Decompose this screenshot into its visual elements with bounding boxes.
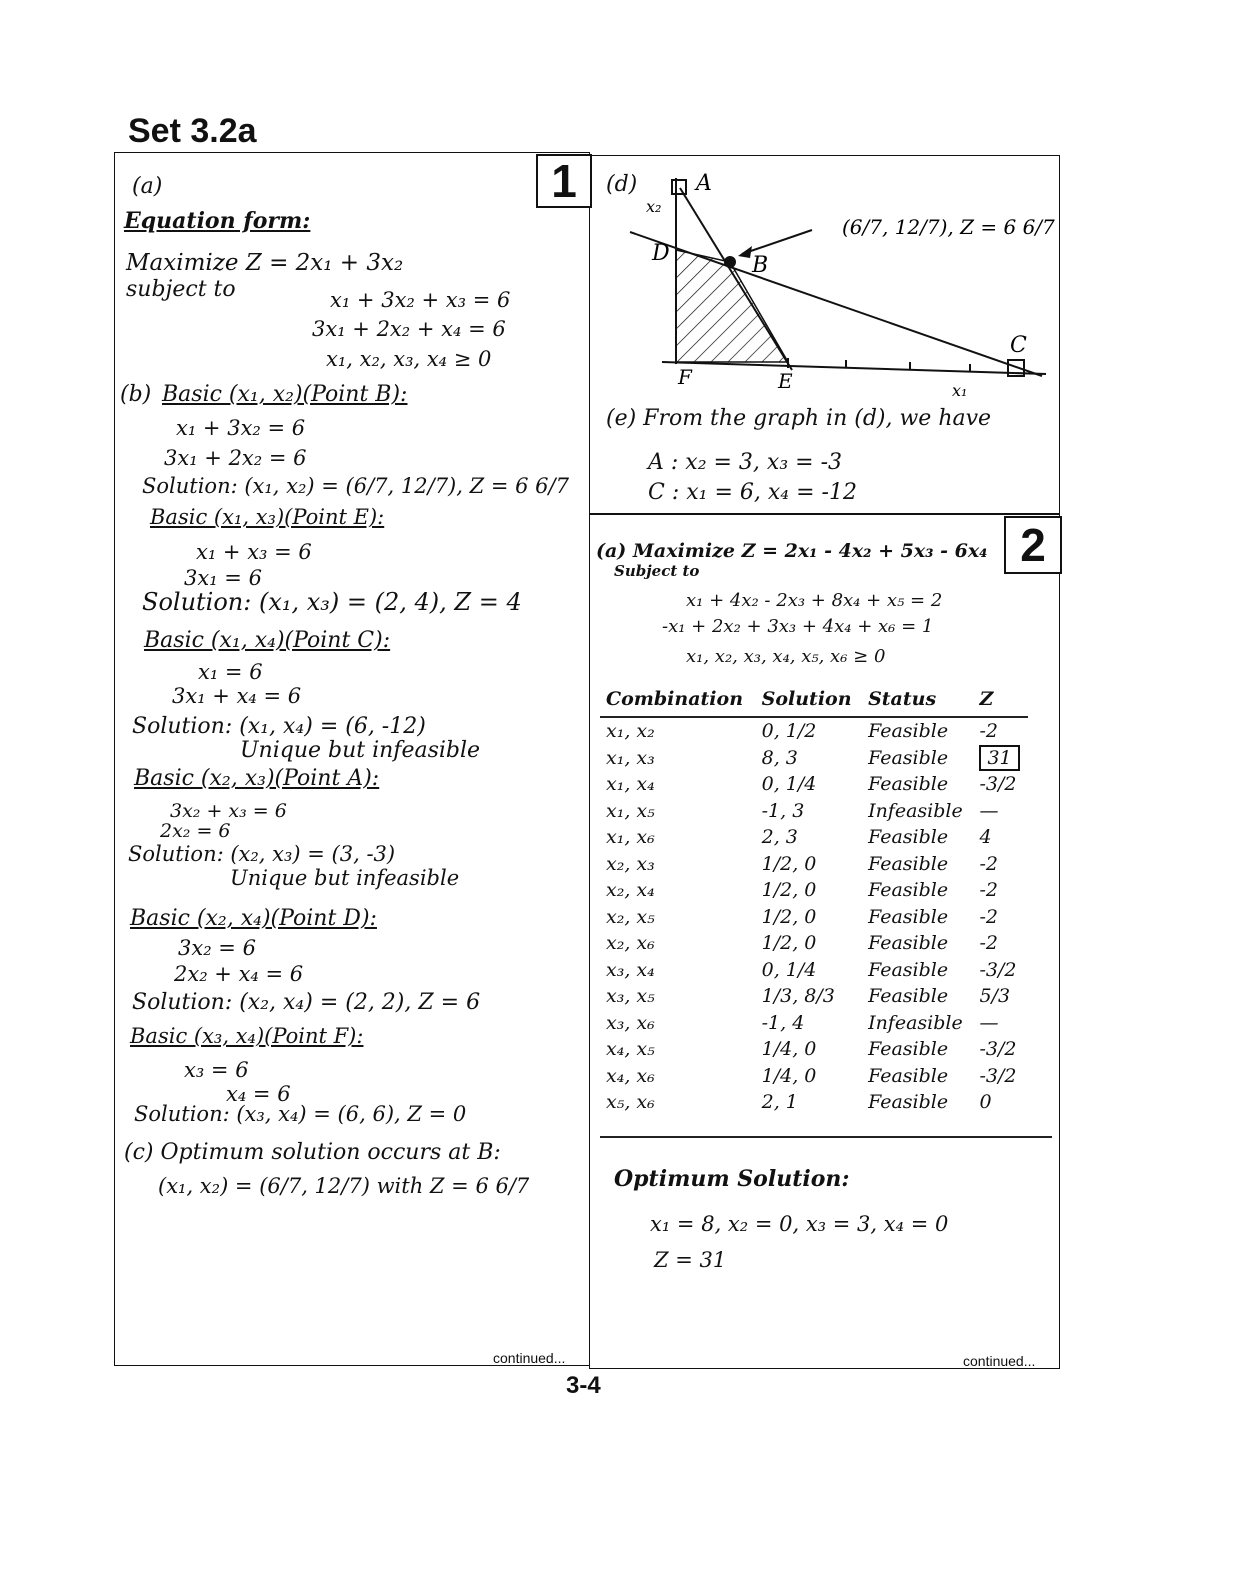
basic-c-solution: Solution: (x₁, x₄) = (6, -12) — [132, 714, 426, 739]
cell-solution: -1, 3 — [761, 799, 805, 822]
problem-2-constraint-1: x₁ + 4x₂ - 2x₃ + 8x₄ + x₅ = 2 — [686, 590, 943, 611]
optimum-heading: Optimum Solution: — [614, 1166, 850, 1192]
table-row — [600, 957, 1028, 984]
cell-z: -3/2 — [979, 1038, 1017, 1061]
basic-point-c-heading: Basic (x₁, x₄)(Point C): — [144, 628, 391, 653]
table-row — [600, 824, 1028, 851]
equation-form-heading: Equation form: — [124, 208, 311, 234]
constraint-1: x₁ + 3x₂ + x₃ = 6 — [330, 288, 511, 312]
basic-c-eq-2: 3x₁ + x₄ = 6 — [172, 684, 302, 708]
basic-c-eq-1: x₁ = 6 — [198, 660, 263, 684]
table-row — [600, 717, 1028, 745]
table-row — [600, 798, 1028, 825]
continued-left: continued... — [493, 1350, 566, 1366]
table-row — [600, 745, 1028, 772]
cell-status: Feasible — [868, 932, 949, 955]
cell-status: Feasible — [868, 958, 949, 981]
cell-combination: x₃, x₅ — [606, 985, 655, 1008]
problem-2-subject-to: Subject to — [614, 562, 700, 580]
basic-f-eq-2: x₄ = 6 — [226, 1082, 291, 1106]
cell-z: 0 — [979, 1091, 992, 1114]
header-z: Z — [973, 688, 1028, 717]
problem-2-badge: 2 — [1004, 516, 1062, 574]
cell-combination: x₃, x₄ — [606, 958, 655, 981]
cell-status: Feasible — [868, 852, 949, 875]
table-row — [600, 1063, 1028, 1090]
problem-1-badge: 1 — [536, 154, 592, 208]
basic-f-solution: Solution: (x₃, x₄) = (6, 6), Z = 0 — [134, 1102, 467, 1126]
table-row — [600, 983, 1028, 1010]
part-e-point-c: C : x₁ = 6, x₄ = -12 — [648, 480, 857, 505]
cell-solution: 1/3, 8/3 — [761, 985, 835, 1008]
objective-function: Maximize Z = 2x₁ + 3x₂ — [126, 250, 404, 276]
cell-status: Feasible — [868, 879, 949, 902]
basic-b-eq-1: x₁ + 3x₂ = 6 — [176, 416, 306, 440]
cell-z: -2 — [979, 879, 998, 902]
page-title: Set 3.2a — [128, 112, 257, 150]
cell-solution: 1/2, 0 — [761, 879, 817, 902]
cell-status: Feasible — [868, 746, 949, 769]
cell-combination: x₂, x₆ — [606, 932, 655, 955]
basic-d-eq-2: 2x₂ + x₄ = 6 — [174, 962, 304, 986]
constraint-2: 3x₁ + 2x₂ + x₄ = 6 — [312, 317, 506, 341]
table-row — [600, 877, 1028, 904]
table-row — [600, 904, 1028, 931]
cell-status: Infeasible — [868, 799, 963, 822]
label-point-d: D — [652, 241, 670, 266]
label-point-e: E — [778, 369, 793, 393]
basic-point-d-heading: Basic (x₂, x₄)(Point D): — [130, 906, 377, 931]
cell-status: Feasible — [868, 1091, 949, 1114]
x1-axis — [662, 362, 1046, 374]
basic-d-eq-1: 3x₂ = 6 — [178, 936, 256, 960]
part-a-label: (a) — [132, 174, 163, 199]
basic-c-note: Unique but infeasible — [240, 738, 481, 763]
table-row — [600, 1089, 1028, 1116]
label-point-b: B — [752, 253, 769, 278]
y-axis-label: x₂ — [646, 197, 662, 216]
cell-status: Feasible — [868, 1038, 949, 1061]
basic-a-eq-2: 2x₂ = 6 — [160, 820, 231, 842]
header-solution: Solution — [756, 688, 862, 717]
cell-z: -3/2 — [979, 958, 1017, 981]
label-point-c: C — [1010, 333, 1027, 358]
table-header-row — [600, 688, 1028, 717]
cell-combination: x₂, x₄ — [606, 879, 655, 902]
cell-solution: 1/2, 0 — [761, 932, 817, 955]
feasible-region-graph — [592, 158, 1056, 398]
basic-b-eq-2: 3x₁ + 2x₂ = 6 — [164, 446, 307, 470]
cell-status: Feasible — [868, 720, 949, 743]
cell-solution: 1/2, 0 — [761, 905, 817, 928]
cell-solution: 8, 3 — [761, 746, 798, 769]
cell-combination: x₁, x₂ — [606, 720, 655, 743]
annotation-arrow — [742, 230, 812, 254]
cell-solution: 0, 1/4 — [761, 773, 817, 796]
cell-solution: 1/4, 0 — [761, 1038, 817, 1061]
part-c-line-1: (c) Optimum solution occurs at B: — [124, 1140, 501, 1165]
part-e-point-a: A : x₂ = 3, x₃ = -3 — [648, 450, 842, 475]
cell-combination: x₄, x₅ — [606, 1038, 655, 1061]
cell-z — [973, 745, 1028, 772]
part-e-line: (e) From the graph in (d), we have — [606, 406, 992, 431]
subject-to-label: subject to — [126, 277, 236, 302]
continued-right: continued... — [963, 1353, 1036, 1369]
cell-combination: x₂, x₅ — [606, 905, 655, 928]
label-point-a: A — [696, 171, 712, 196]
cell-z: -2 — [979, 852, 998, 875]
optimum-z-box: 31 — [979, 745, 1019, 771]
cell-status: Feasible — [868, 985, 949, 1008]
point-b-marker — [724, 256, 736, 268]
basic-e-eq-1: x₁ + x₃ = 6 — [196, 540, 312, 564]
optimum-annotation: (6/7, 12/7), Z = 6 6/7 — [842, 215, 1055, 239]
basic-d-solution: Solution: (x₂, x₄) = (2, 2), Z = 6 — [132, 990, 481, 1015]
table-row — [600, 1010, 1028, 1037]
arrow-head — [738, 246, 752, 258]
cell-combination: x₁, x₅ — [606, 799, 655, 822]
table-bottom-rule — [600, 1136, 1052, 1138]
cell-solution: 2, 1 — [761, 1091, 798, 1114]
header-status: Status — [862, 688, 973, 717]
basic-e-solution: Solution: (x₁, x₃) = (2, 4), Z = 4 — [142, 588, 522, 616]
cell-status: Feasible — [868, 1064, 949, 1087]
cell-z: -2 — [979, 932, 998, 955]
cell-solution: 1/2, 0 — [761, 852, 817, 875]
cell-z: 4 — [979, 826, 992, 849]
table-row — [600, 771, 1028, 798]
basic-e-eq-2: 3x₁ = 6 — [184, 566, 262, 590]
table-row — [600, 851, 1028, 878]
cell-combination: x₁, x₆ — [606, 826, 655, 849]
cell-combination: x₂, x₃ — [606, 852, 655, 875]
basic-b-solution: Solution: (x₁, x₂) = (6/7, 12/7), Z = 6 6/7 — [142, 474, 569, 498]
cell-solution: -1, 4 — [761, 1011, 805, 1034]
cell-combination: x₅, x₆ — [606, 1091, 655, 1114]
page-number: 3-4 — [566, 1372, 601, 1399]
basic-f-eq-1: x₃ = 6 — [184, 1058, 249, 1082]
cell-solution: 2, 3 — [761, 826, 798, 849]
cell-combination: x₃, x₆ — [606, 1011, 655, 1034]
cell-status: Feasible — [868, 773, 949, 796]
cell-status: Infeasible — [868, 1011, 963, 1034]
cell-combination: x₄, x₆ — [606, 1064, 655, 1087]
cell-status: Feasible — [868, 826, 949, 849]
cell-z: — — [979, 799, 999, 822]
basic-point-a-heading: Basic (x₂, x₃)(Point A): — [134, 766, 380, 791]
point-a-marker — [672, 180, 686, 194]
cell-z: -2 — [979, 720, 998, 743]
x-axis-label: x₁ — [952, 381, 968, 398]
cell-z: 5/3 — [979, 985, 1011, 1008]
header-combination: Combination — [600, 688, 756, 717]
nonnegativity: x₁, x₂, x₃, x₄ ≥ 0 — [326, 347, 492, 371]
label-point-f: F — [678, 365, 692, 389]
cell-z: — — [979, 1011, 999, 1034]
part-c-line-2: (x₁, x₂) = (6/7, 12/7) with Z = 6 6/7 — [158, 1174, 530, 1198]
cell-solution: 0, 1/2 — [761, 720, 817, 743]
basic-solutions-table — [600, 688, 1028, 1116]
cell-z: -3/2 — [979, 773, 1017, 796]
cell-status: Feasible — [868, 905, 949, 928]
basic-a-solution: Solution: (x₂, x₃) = (3, -3) — [128, 842, 396, 866]
cell-combination: x₁, x₄ — [606, 773, 655, 796]
cell-z: -3/2 — [979, 1064, 1017, 1087]
part-d-label: (d) — [606, 172, 638, 197]
cell-solution: 0, 1/4 — [761, 958, 817, 981]
problem-2-constraint-2: -x₁ + 2x₂ + 3x₃ + 4x₄ + x₆ = 1 — [662, 616, 934, 637]
part-b-label: (b) — [120, 382, 152, 407]
table-row — [600, 1036, 1028, 1063]
basic-point-e-heading: Basic (x₁, x₃)(Point E): — [150, 505, 385, 529]
optimum-z: Z = 31 — [654, 1248, 727, 1272]
problem-2-objective: (a) Maximize Z = 2x₁ - 4x₂ + 5x₃ - 6x₄ — [596, 540, 988, 562]
cell-combination: x₁, x₃ — [606, 746, 655, 769]
table-row — [600, 930, 1028, 957]
cell-solution: 1/4, 0 — [761, 1064, 817, 1087]
basic-a-note: Unique but infeasible — [230, 866, 460, 890]
cell-z: -2 — [979, 905, 998, 928]
optimum-values: x₁ = 8, x₂ = 0, x₃ = 3, x₄ = 0 — [650, 1212, 949, 1236]
basic-a-eq-1: 3x₂ + x₃ = 6 — [170, 800, 287, 822]
table-body — [600, 717, 1028, 1116]
basic-point-f-heading: Basic (x₃, x₄)(Point F): — [130, 1024, 364, 1048]
problem-2-nonnegativity: x₁, x₂, x₃, x₄, x₅, x₆ ≥ 0 — [686, 646, 886, 667]
basic-point-b-heading: Basic (x₁, x₂)(Point B): — [162, 382, 408, 407]
